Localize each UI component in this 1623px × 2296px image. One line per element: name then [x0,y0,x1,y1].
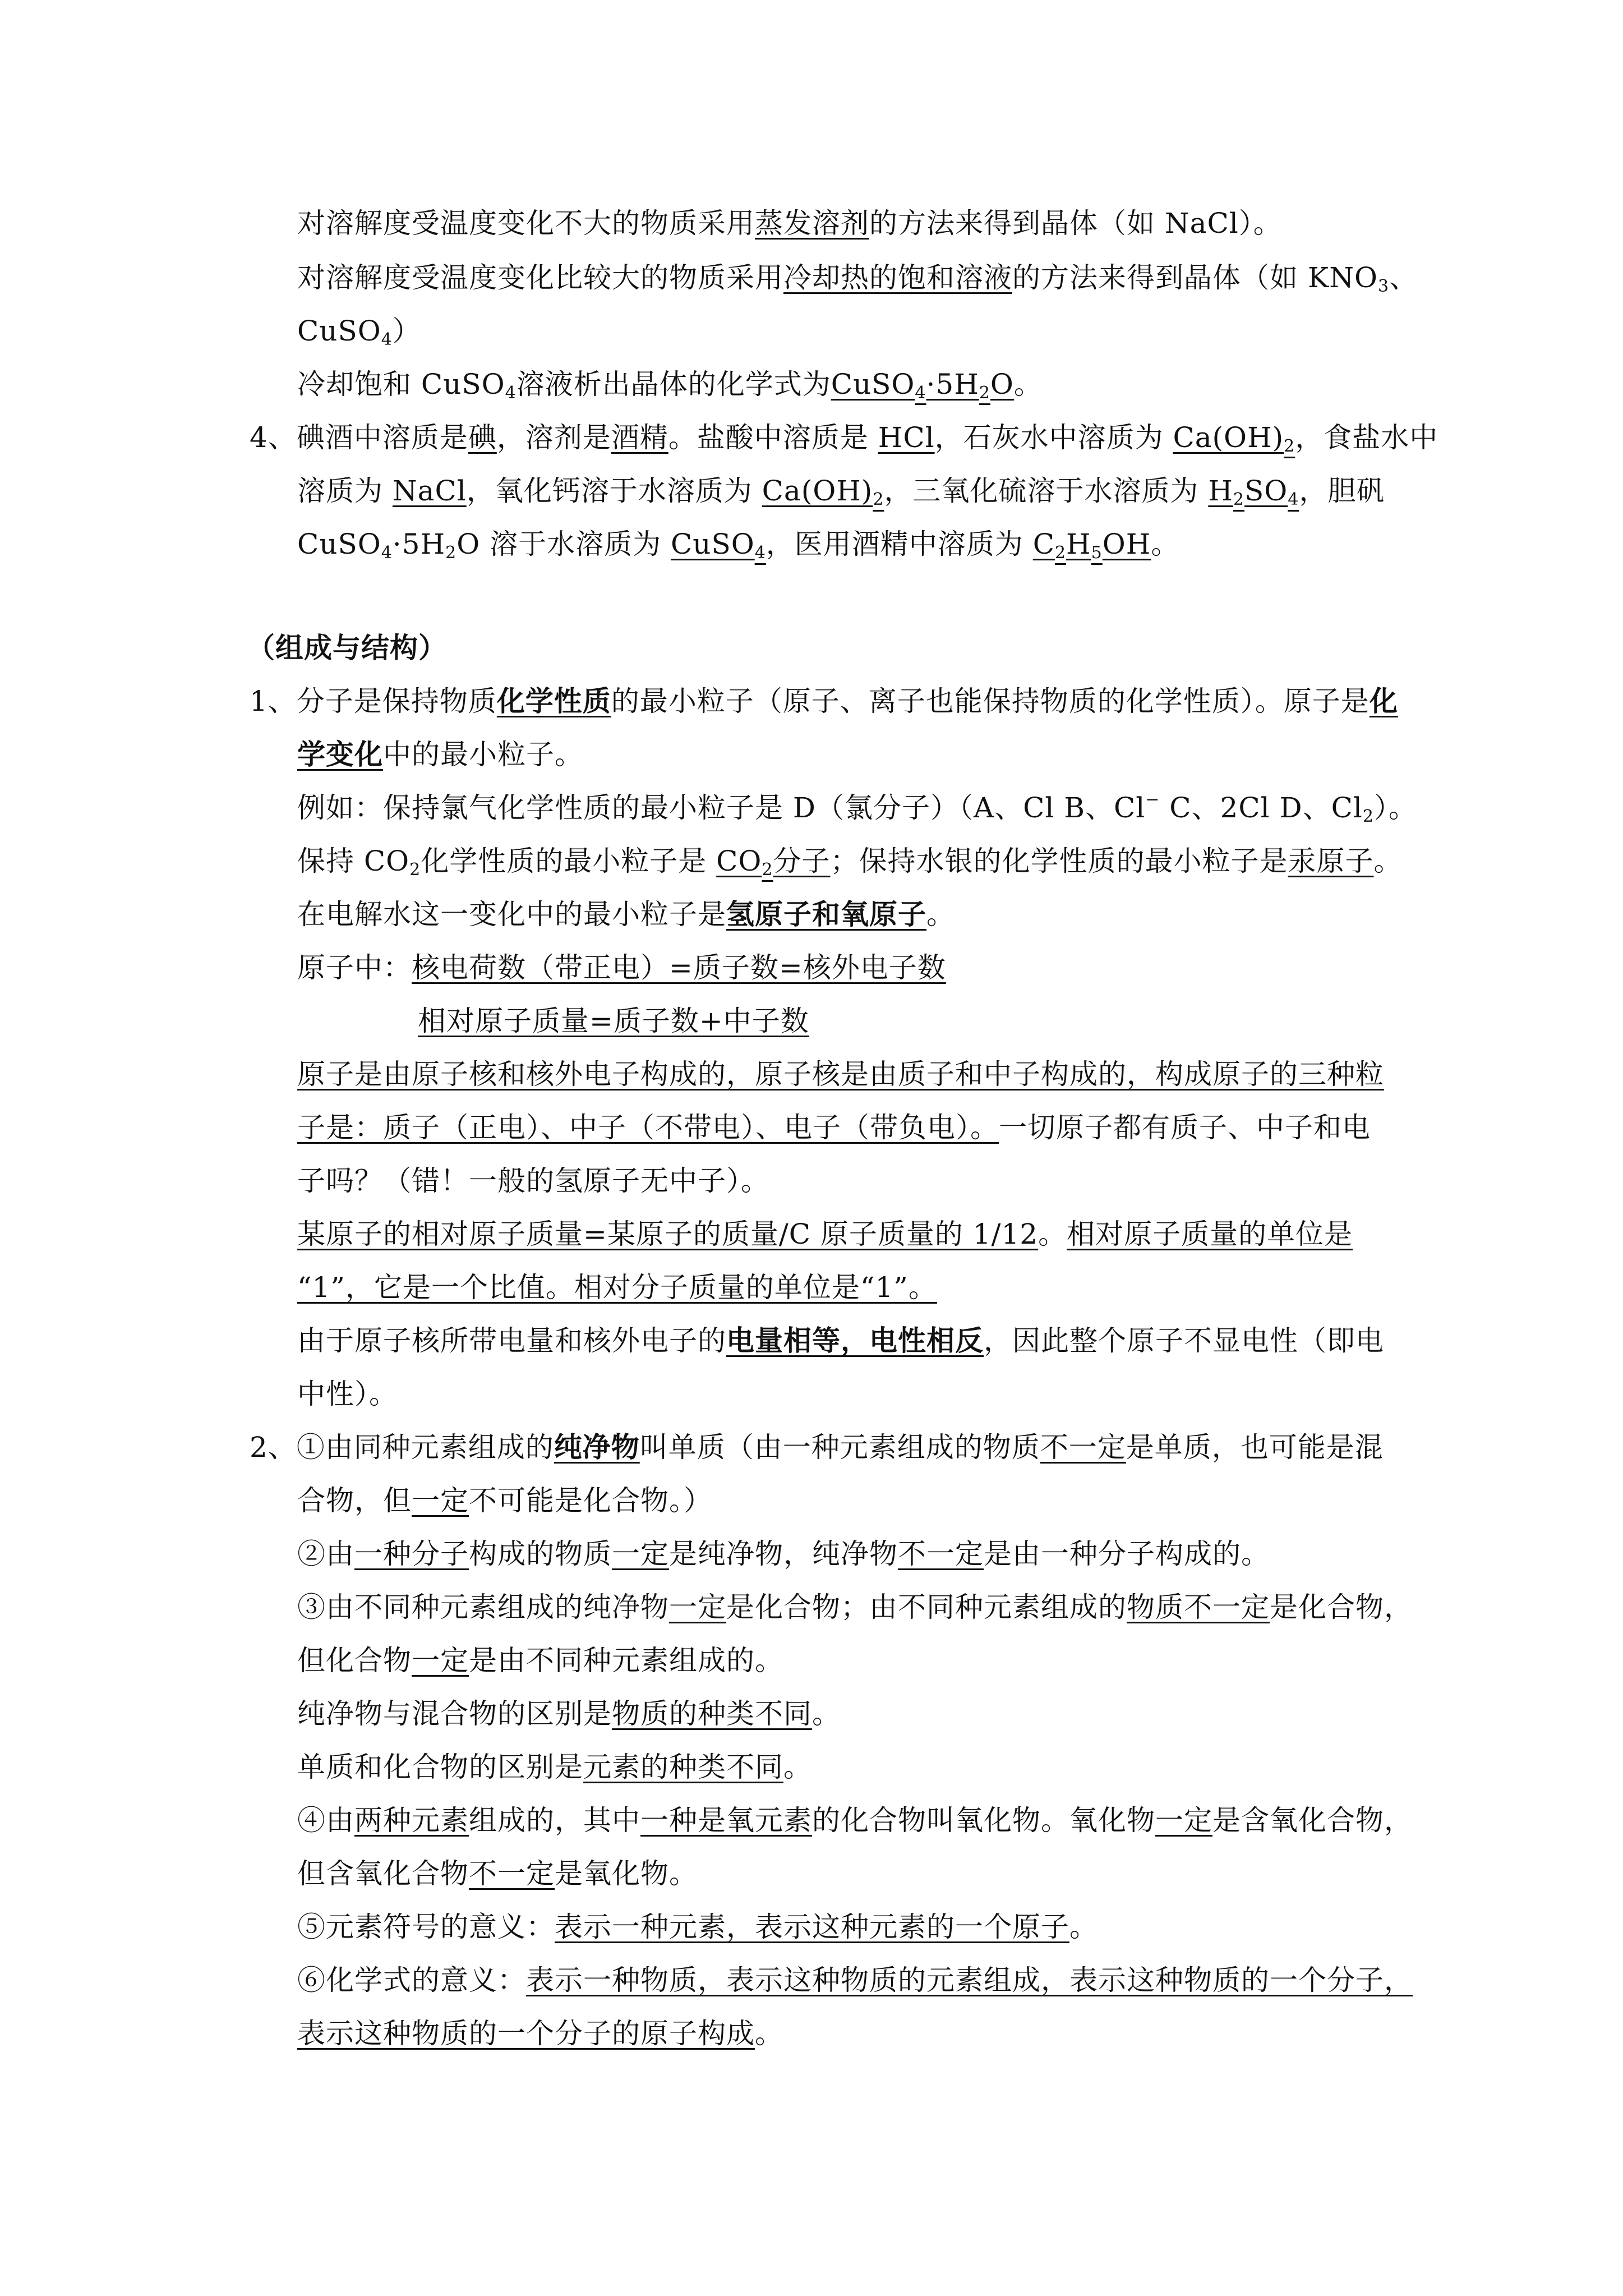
text-run: 冷却饱和 CuSO [297,368,505,401]
text-run: 。盐酸中溶质是 [668,421,878,454]
text-run: 的化合物叫氧化物。氧化物 [812,1804,1155,1837]
line-atomic-mass [418,1004,809,1038]
text-run: 相对原子质量的单位是 [1067,1218,1353,1250]
text-run: Ca(OH) [1173,421,1284,454]
text-run: O [990,368,1014,401]
text-run: 4 [505,383,517,403]
line-element-vs-compound [297,1750,812,1784]
text-run: 分子 [773,845,831,877]
text-run: 子是：质子（正电）、中子（不带电）、电子（带负电）。 [297,1111,999,1144]
text-run: 化 [1369,684,1398,717]
text-run: − [1145,790,1160,809]
text-run: 4 [381,330,393,349]
section-heading-structure [247,631,447,665]
text-run: H [1066,528,1091,560]
text-run: 2 [445,543,457,563]
text-run: ④由 [297,1804,354,1837]
text-run: 对溶解度受温度变化不大的物质采用 [297,207,755,240]
text-run: 冷却热的饱和溶液 [783,261,1012,294]
line-item2-element-cont [297,1484,712,1517]
text-run: 原子是由原子核和核外电子构成的，原子核是由质子和中子构成的，构成原子的三种粒 [297,1058,1384,1091]
text-run: 例如：保持氯气化学性质的最小粒子是 D（氯分子）（A、Cl B、Cl [297,792,1146,824]
line-atom-composition [297,1057,1384,1091]
text-run: 相对原子质量=质子数+中子数 [418,1005,809,1037]
text-run: 2 [409,860,421,880]
text-run: 。 [926,898,955,931]
text-run: 学变化 [297,738,383,771]
text-run: 2 [873,490,884,509]
text-run: HCl [878,421,935,454]
text-run: 是含氧化合物， [1212,1804,1413,1837]
line-electrolysis [297,898,955,931]
text-run: ·5H [392,528,446,560]
line-chlorine-example [297,791,1417,825]
text-run: ③由不同种元素组成的纯净物 [297,1591,669,1623]
text-run: 酒精 [611,421,668,454]
text-run: CO [716,845,762,877]
text-run: 某原子的相对原子质量=某原子的质量/C 原子质量的 1/12 [297,1218,1039,1250]
text-run: C [1032,528,1055,560]
text-run: 物质不一定 [1127,1591,1270,1623]
text-run: CuSO [297,528,381,560]
line-relative-atomic-mass [297,1217,1353,1251]
text-run: 4 [1288,490,1299,509]
line-atom-composition-cont [297,1111,1371,1144]
text-run: ，医用酒精中溶质为 [766,528,1033,560]
text-run: ，胆矾 [1299,475,1385,507]
text-run: 是化合物；由不同种元素组成的 [726,1591,1127,1623]
text-run: 氢原子和氧原子 [726,898,926,931]
text-run: 但化合物 [297,1644,412,1677]
text-run: 碘 [468,421,497,454]
text-run: 子吗？（错！一般的氢原子无中子）。 [297,1165,769,1197]
text-run: 不一定 [1040,1431,1126,1464]
line-atom-neutral [297,1324,1384,1358]
text-run: 2 [1284,436,1295,456]
line-item1-molecule-cont [297,738,583,771]
line-co2-mercury-example [297,844,1403,878]
line-element-symbol-meaning [297,1910,1098,1944]
line-atom-charge [297,951,946,984]
line-oxide-cont [297,1857,698,1890]
line-formula-meaning-cont [297,2017,783,2050]
text-run: ）。 [1373,792,1417,824]
text-run: 溶质为 [297,475,393,507]
text-run: （组成与结构） [247,631,447,664]
text-run: C、2Cl D、Cl [1160,792,1363,824]
text-run: 不一定 [469,1857,555,1890]
text-run: ⑤元素符号的意义： [297,1911,555,1943]
text-run: SO [1244,475,1288,507]
line-item4-solutes-cont1 [297,474,1385,508]
text-run: 的方法来得到晶体（如 KNO [1012,261,1378,294]
text-run: ，因此整个原子不显电性（即电 [984,1324,1384,1357]
text-run: 纯净物 [554,1430,640,1464]
text-run: 2 [1233,490,1245,509]
text-run: 是由不同种元素组成的。 [469,1644,783,1677]
text-run: 一定 [412,1484,469,1517]
text-run: 是由一种分子构成的。 [984,1538,1270,1570]
text-run: 4 [381,543,393,563]
text-run: 表示一种元素，表示这种元素的一个原子 [555,1911,1069,1943]
text-run: 2、①由同种元素组成的 [250,1431,554,1464]
text-run: 一定 [669,1591,726,1623]
text-run: ，食盐水中 [1295,421,1438,454]
text-run: 构成的物质 [469,1538,612,1570]
text-run: ；保持水银的化学性质的最小粒子是 [830,845,1288,877]
text-run: 1、分子是保持物质 [250,685,497,717]
line-compound-cont [297,1644,783,1677]
text-run: 物质的种类不同 [612,1697,812,1730]
text-run: 一种是氧元素 [640,1804,812,1837]
text-run: 中性）。 [297,1378,398,1410]
text-run: 2 [979,383,990,403]
text-run: 电量相等，电性相反 [726,1324,984,1357]
text-run: 2 [1362,807,1374,826]
text-run: 合物，但 [297,1484,412,1517]
text-run: 4 [915,383,926,403]
text-run: 在电解水这一变化中的最小粒子是 [297,898,726,931]
text-run: 是纯净物，纯净物 [669,1538,898,1570]
text-run: ，石灰水中溶质为 [934,421,1173,454]
text-run: 。 [1013,368,1043,401]
text-run: O 溶于水溶质为 [457,528,671,560]
text-run: 中的最小粒子。 [383,738,583,771]
text-run: 4 [754,543,766,563]
text-run: 是氧化物。 [555,1857,698,1890]
text-run: CuSO [297,315,381,347]
text-run: ·5H [926,368,979,401]
text-run: H [1208,475,1233,507]
text-run: 。 [1151,528,1180,560]
text-run: 溶液析出晶体的化学式为 [516,368,831,401]
text-run: ，溶剂是 [496,421,611,454]
text-run: 蒸发溶剂 [755,207,869,240]
line-item4-solutes-cont2 [297,527,1179,561]
text-run: 化学性质 [496,684,611,717]
text-run: 一定 [412,1644,469,1677]
text-run: 对溶解度受温度变化比较大的物质采用 [297,261,783,294]
text-run: ②由 [297,1538,354,1570]
line-oxide [297,1803,1413,1837]
line-item4-solutes [250,421,1438,454]
text-run: 。 [1373,845,1403,877]
text-run: 4、碘酒中溶质是 [250,421,468,454]
text-run: 核电荷数（带正电）=质子数=核外电子数 [412,951,946,984]
text-run: ，三氧化硫溶于水溶质为 [884,475,1209,507]
text-run: 一种分子 [354,1538,469,1570]
line-cuso4-crystal [297,367,1043,401]
text-run: 原子中： [297,951,412,984]
text-run: 。 [1038,1218,1067,1250]
line-item2-element [250,1430,1384,1464]
text-run: 由于原子核所带电量和核外电子的 [297,1324,726,1357]
line-relative-mass-unit [297,1271,937,1304]
text-run: 。 [755,2017,783,2050]
text-run: Ca(OH) [762,475,873,507]
line-compound [297,1590,1413,1624]
text-run: CuSO [670,528,755,560]
text-run: 不可能是化合物。） [469,1484,712,1517]
text-run: 是单质，也可能是混 [1126,1431,1384,1464]
text-run: 的方法来得到晶体（如 NaCl）。 [869,207,1282,240]
line-hydrogen-neutron [297,1164,769,1198]
text-run: 表示这种物质的一个分子的原子构成 [297,2017,755,2050]
text-run: 叫单质（由一种元素组成的物质 [639,1431,1040,1464]
line-cooling-method [297,261,1418,295]
text-run: 是化合物， [1270,1591,1413,1623]
text-run: 。 [1069,1911,1098,1943]
text-run: NaCl [392,475,467,507]
text-run: 元素的种类不同 [583,1751,783,1783]
text-run: ，氧化钙溶于水溶质为 [466,475,762,507]
line-formula-meaning [297,1963,1413,1997]
text-run: 一定 [612,1538,669,1570]
text-run: ⑥化学式的意义： [297,1964,526,1996]
text-run: ） [392,315,421,347]
line-item1-molecule [250,684,1398,718]
text-run: “1”，它是一个比值。相对分子质量的单位是“1”。 [297,1271,937,1304]
text-run: 化学性质的最小粒子是 [421,845,717,877]
text-run: 3 [1378,277,1390,296]
text-run: 纯净物与混合物的区别是 [297,1697,612,1730]
text-run: 保持 CO [297,845,410,877]
text-run: 。 [812,1697,841,1730]
text-run: 2 [1054,543,1067,563]
text-run: 2 [762,860,773,880]
line-pure-substance [297,1537,1270,1571]
text-run: 汞原子 [1288,845,1374,877]
line-cooling-method-cont [297,314,421,348]
text-run: 单质和化合物的区别是 [297,1751,583,1783]
text-run: 的最小粒子（原子、离子也能保持物质的化学性质）。原子是 [611,685,1370,717]
text-run: CuSO [831,368,915,401]
text-run: 。 [783,1751,812,1783]
text-run: 但含氧化合物 [297,1857,469,1890]
line-pure-vs-mixture [297,1697,841,1731]
text-run: 不一定 [898,1538,984,1570]
text-run: 一定 [1155,1804,1212,1837]
text-run: 表示一种物质，表示这种物质的元素组成，表示这种物质的一个分子， [526,1964,1413,1996]
text-run: 、 [1389,261,1418,294]
text-run: 组成的，其中 [469,1804,640,1837]
line-atom-neutral-cont [297,1377,398,1411]
text-run: OH [1102,528,1151,560]
line-evaporation-method [297,206,1282,240]
text-run: 一切原子都有质子、中子和电 [999,1111,1371,1144]
text-run: 两种元素 [354,1804,469,1837]
text-run: 5 [1091,543,1103,563]
